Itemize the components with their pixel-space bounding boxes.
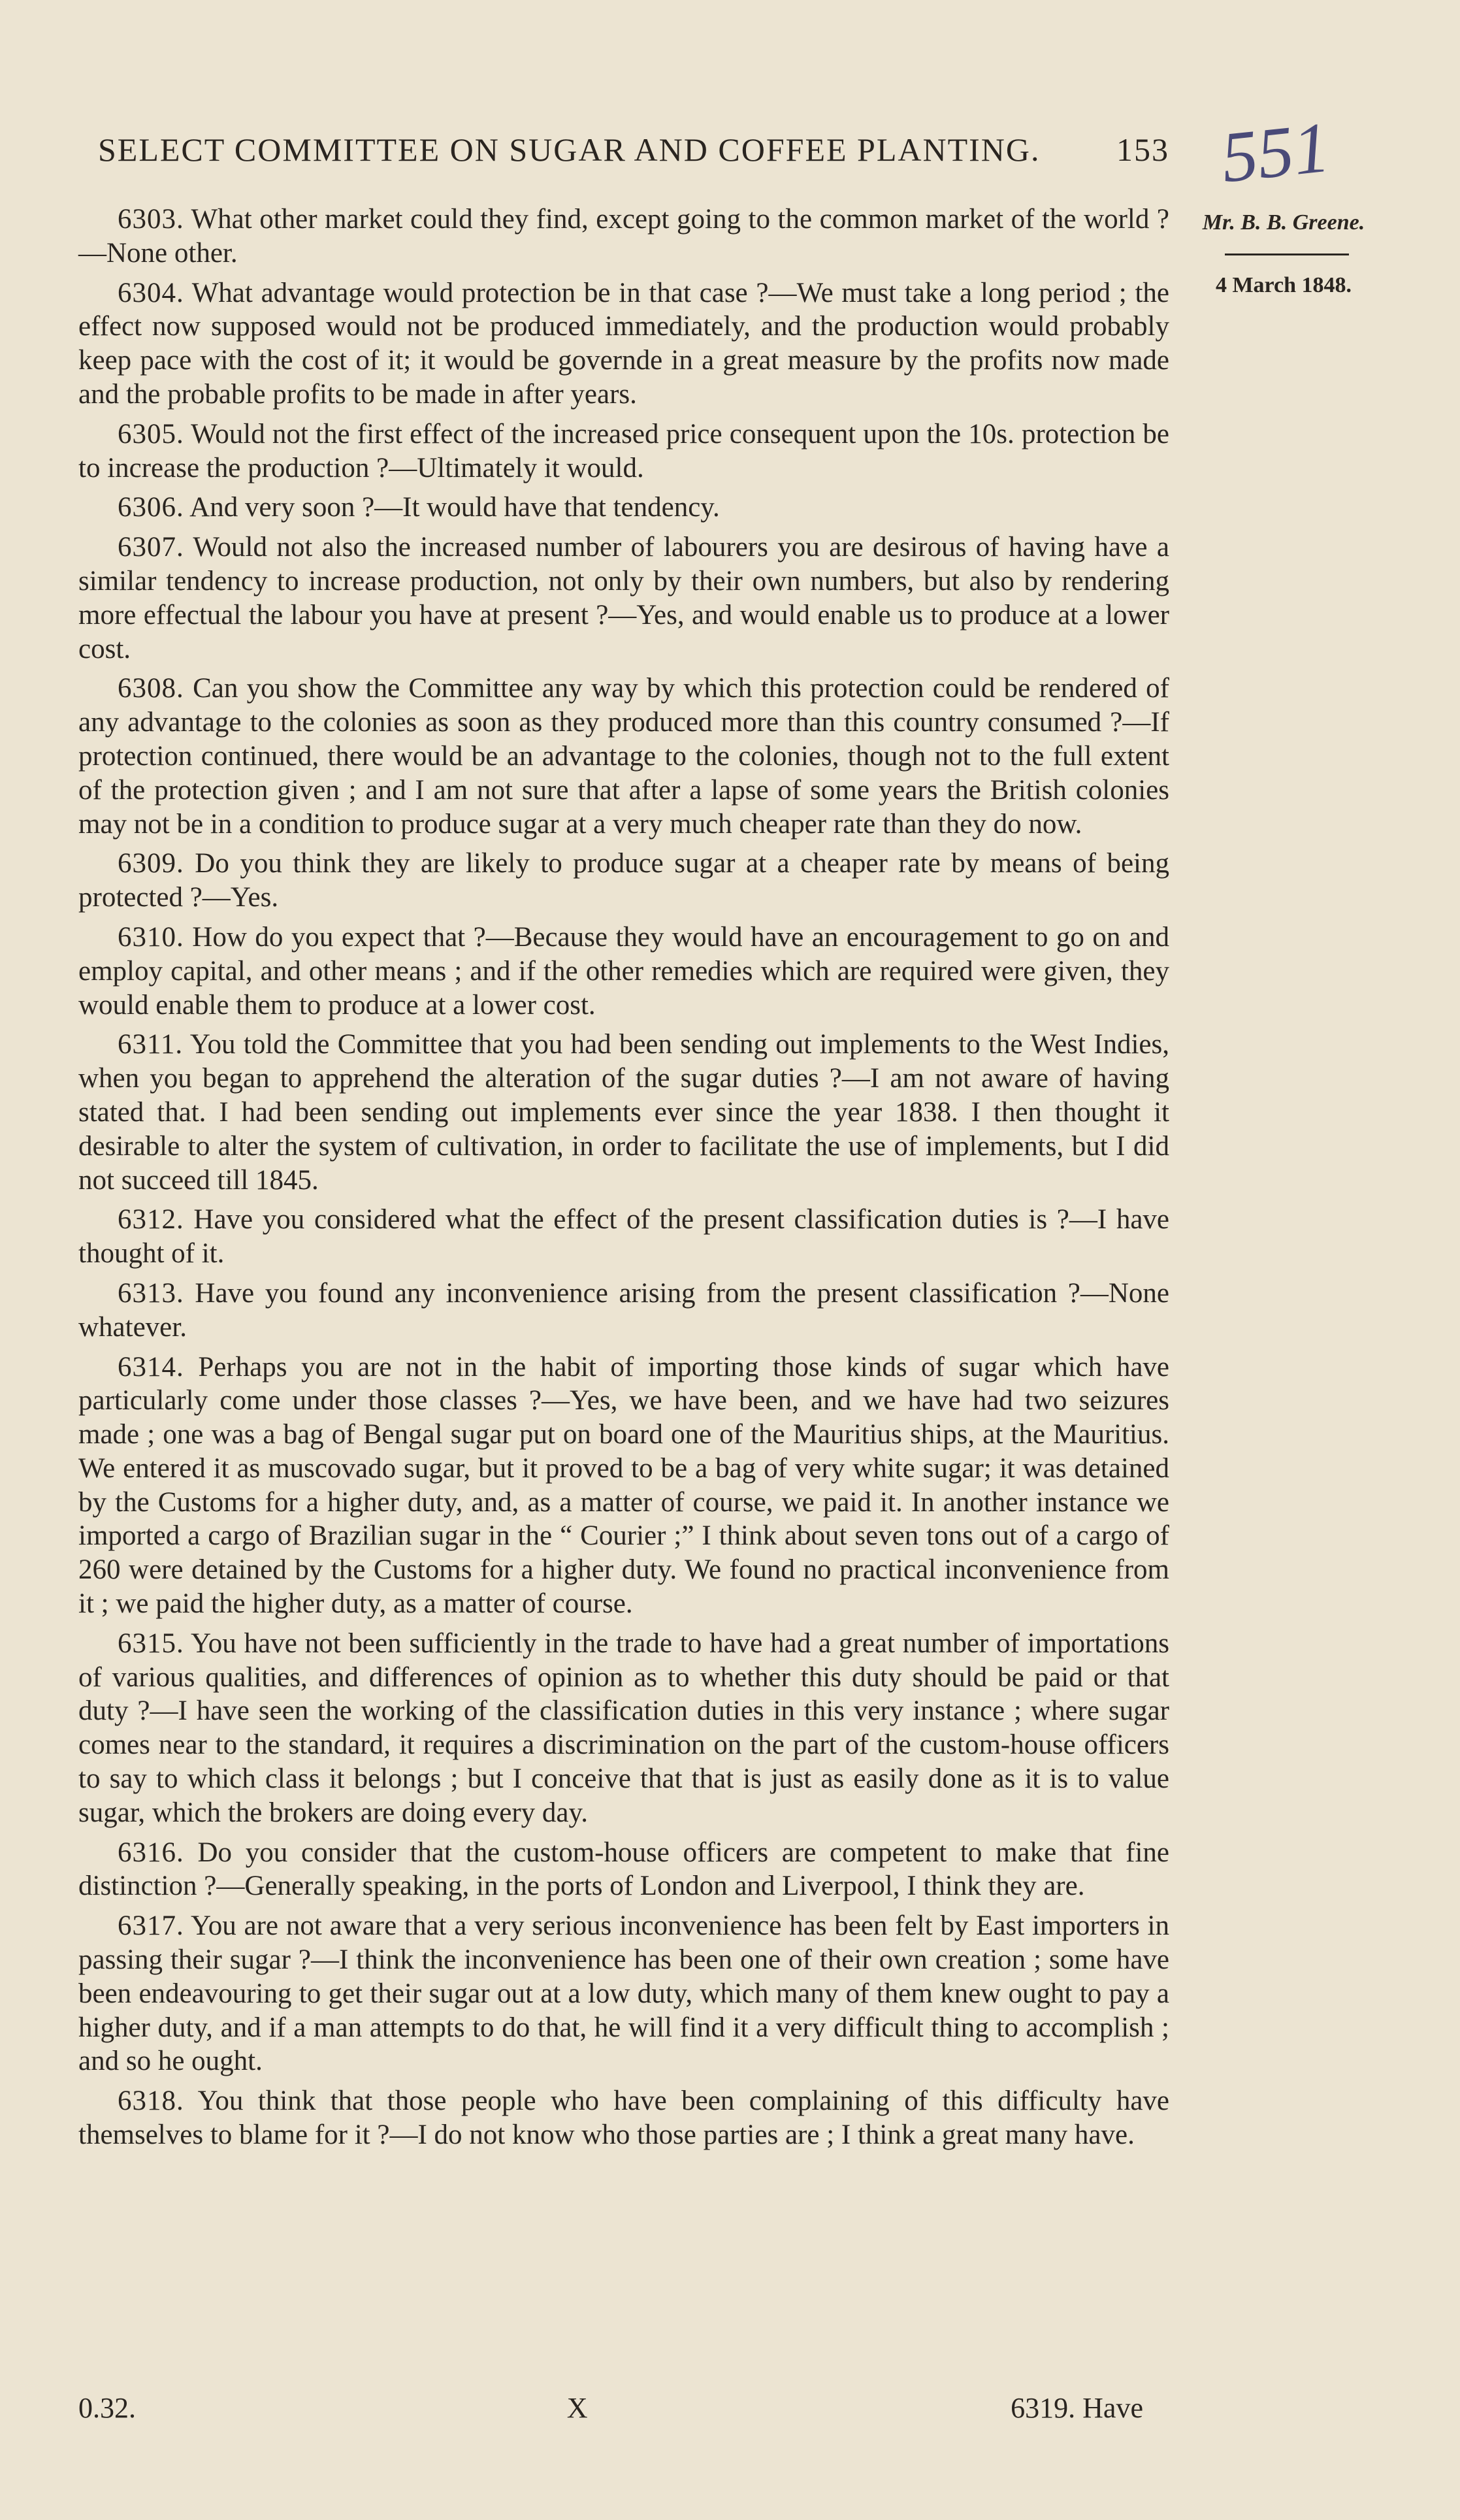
page-footer — [78, 2391, 1169, 2425]
question-text: What advantage would protection be in that case ?—We must take a long period ; the effect now supposed would not be produced immediately, and the production would probably keep pace with the cost of it; it would be governde in a great measure by the profits now made and the probable profits to be made in after years. — [78, 277, 1169, 410]
question-text: How do you expect that ?—Because they would have an encouragement to go on and employ capital, and other means ; and if the other remedies which are required were given, they would enable them to produce at a lower cost. — [78, 921, 1170, 1021]
question-number: 6313. — [118, 1277, 184, 1309]
question-number: 6310. — [118, 921, 184, 953]
question-paragraph — [78, 491, 1169, 525]
page-number: 153 — [1116, 131, 1169, 168]
question-text: You think that those people who have been complaining of this difficulty have themselves to blame for it ?—I do not know who those parties are ; I think a great many have. — [78, 2086, 1170, 2151]
running-header — [98, 131, 1169, 169]
question-paragraph — [78, 1836, 1169, 1904]
question-paragraph — [78, 203, 1169, 270]
question-number: 6316. — [118, 1837, 184, 1868]
testimony-date: 4 March 1848. — [1215, 273, 1352, 297]
signature-mark: X — [566, 2392, 588, 2424]
testimony-body — [78, 203, 1169, 2158]
question-number: 6304. — [118, 277, 184, 308]
question-paragraph — [78, 531, 1169, 666]
question-text: Do you consider that the custom-house officers are competent to make that fine distinction ?—Generally speaking, in the ports of London and Liverpool, I think they are. — [78, 1837, 1170, 1902]
question-paragraph — [78, 1909, 1169, 2078]
question-paragraph — [78, 921, 1169, 1022]
footer-reference: 0.32. — [78, 2392, 136, 2424]
witness-name: Mr. B. B. Greene. — [1202, 210, 1365, 235]
question-text: Have you found any inconvenience arising from the present classification ?—None whatever. — [78, 1277, 1170, 1343]
question-text: You are not aware that a very serious inconvenience has been felt by East importers in passing their sugar ?—I think the inconvenience has been one of their own creation ; some have been endeavouring to get their sugar out at a low duty, which many of them knew ought to pay a higher duty, and if a man attempts to do that, he will find it a very difficult thing to accomplish ; and so he ought. — [78, 1910, 1169, 2077]
question-paragraph — [78, 1028, 1169, 1197]
question-number: 6309. — [118, 848, 184, 879]
question-text: Do you think they are likely to produce sugar at a cheaper rate by means of being protected ?—Yes. — [78, 848, 1170, 913]
question-number: 6312. — [118, 1204, 184, 1235]
question-paragraph — [78, 2084, 1169, 2152]
question-paragraph — [78, 847, 1169, 915]
question-number: 6315. — [118, 1628, 184, 1659]
question-paragraph — [78, 276, 1169, 412]
question-paragraph — [78, 1277, 1169, 1345]
question-paragraph — [78, 417, 1169, 485]
question-text: Perhaps you are not in the habit of importing those kinds of sugar which have particularly come under those classes ?—Yes, we have been, and we have had two seizures made ; one was a bag of Bengal sugar put on board one of the Mauritius ships, at the Mauritius. We entered it as muscovado sugar, but it proved to be a bag of very white sugar; it was detained by the Customs for a higher duty, and, as a matter of course, we paid it. In another instance we imported a cargo of Brazilian sugar in the “ Courier ;” I think about seven tons out of a cargo of 260 were detained by the Customs for a higher duty. We found no practical inconvenience from it ; we paid the higher duty, as a matter of course. — [78, 1351, 1169, 1620]
question-number: 6308. — [118, 673, 184, 704]
question-paragraph — [78, 672, 1169, 841]
question-number: 6314. — [118, 1351, 184, 1383]
question-paragraph — [78, 1350, 1169, 1621]
header-title: SELECT COMMITTEE ON SUGAR AND COFFEE PLANTING. — [98, 131, 1041, 168]
question-text: You told the Committee that you had been sending out implements to the West Indies, when you began to apprehend the alteration of the sugar duties ?—I am not aware of having stated that. I had been sending out implements ever since the year 1838. I then thought it desirable to alter the system of cultivation, in order to facilitate the use of implements, but I did not succeed till 1845. — [78, 1029, 1170, 1196]
question-number: 6317. — [118, 1910, 184, 1942]
question-text: What other market could they find, except going to the common market of the world ?—None other. — [78, 204, 1169, 269]
handwritten-folio-number: 551 — [1218, 106, 1333, 198]
question-text: Would not the first effect of the increased price consequent upon the 10s. protection be to increase the production ?—Ultimately it would. — [78, 418, 1169, 483]
question-text: And very soon ?—It would have that tendency. — [189, 492, 720, 523]
question-text: Can you show the Committee any way by which this protection could be rendered of any advantage to the colonies as soon as they produced more than this country consumed ?—If protection continued, there would be an advantage to the colonies, though not to the full extent of the protection given ; and I am not sure that after a lapse of some years the British colonies may not be in a condition to produce sugar at a very much cheaper rate than they do now. — [78, 673, 1170, 840]
question-number: 6305. — [118, 418, 184, 450]
catchword: 6319. Have — [1011, 2392, 1143, 2424]
question-paragraph — [78, 1627, 1169, 1830]
question-number: 6318. — [118, 2086, 184, 2117]
question-text: You have not been sufficiently in the trade to have had a great number of importations of various qualities, and differences of opinion as to whether this duty should be paid or that duty ?—I have seen the working of the classification duties in this very instance ; where sugar comes near to the standard, it requires a discrimination on the part of the custom-house officers to say to which class it belongs ; but I conceive that that is just as easily done as it is to value sugar, which the brokers are doing every day. — [78, 1628, 1170, 1828]
question-paragraph — [78, 1203, 1169, 1271]
margin-rule — [1225, 254, 1349, 255]
question-number: 6307. — [118, 532, 184, 563]
question-text: Would not also the increased number of labourers you are desirous of having have a similar tendency to increase production, not only by their own numbers, but also by rendering more effectual the labour you have at present ?—Yes, and would enable us to produce at a lower cost. — [78, 532, 1169, 664]
question-number: 6306. — [118, 492, 184, 523]
question-text: Have you considered what the effect of the present classification duties is ?—I have thought of it. — [78, 1204, 1169, 1269]
question-number: 6311. — [118, 1029, 184, 1060]
question-number: 6303. — [118, 204, 184, 235]
